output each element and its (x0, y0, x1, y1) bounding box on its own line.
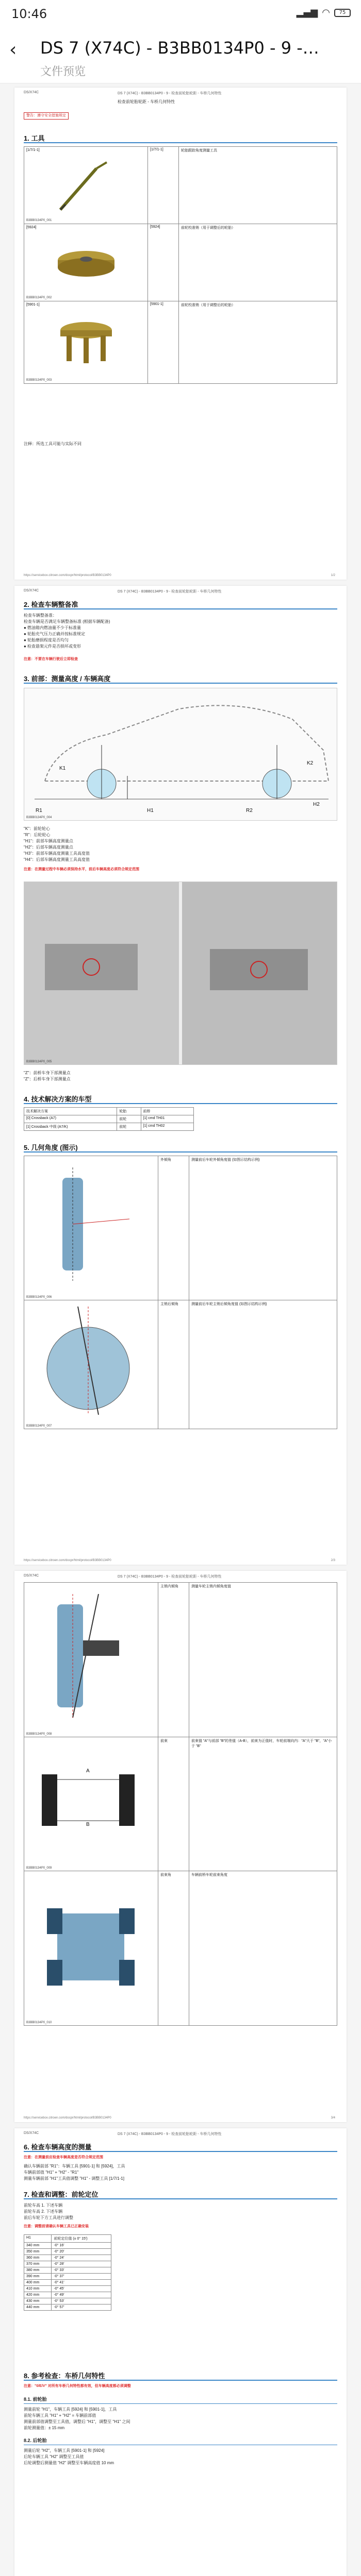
section-rule (24, 2380, 337, 2381)
label-h2: H2 (313, 802, 320, 807)
section-rule (24, 608, 337, 609)
front-steps: 测量前轮 "H1"，车辆工具 [5924] 和 [5901-1]，工具 前轮车辆工具 "H1" + "H2" = 车辆前部值 测量前部值调整至工具值，调整后 "H1"，调整至 "H1" 之间 前轮测量值：± 15 mm (24, 2407, 130, 2430)
page-footer: https://servicebox.citroen.com/docpr/html/protocol/B3BB0134P0 3/4 (24, 2116, 335, 2120)
section-vehicle-check: 2. 检查车辆整备准 (24, 601, 78, 608)
label-a: A (86, 1768, 90, 1774)
table-row: A B B3BB0134P0_009 前束 前束值 "A"与前部 "B"的差值（A-B），前束为正值时，车轮前端向内："A"大于 "B"，"A"小于 "B" (24, 1737, 337, 1871)
table-header: H1 前轮定位值 (± 0° 15′) (24, 2235, 111, 2243)
warning-note: 注意："0/E/V" 对所有车桥几何特性都有效，但车辆高度都必须调整 (24, 2384, 131, 2388)
table-row: 400 mm -0° 41′ (24, 2280, 111, 2286)
battery-icon: 75 (334, 9, 351, 17)
label-h1: H1 (147, 808, 154, 814)
status-icons (297, 7, 351, 18)
section-rule (24, 2403, 337, 2404)
geometry-table-cont (24, 1582, 337, 2026)
section-geometry: 5. 几何角度 (图示) (24, 1144, 78, 1151)
label-r1: R1 (36, 808, 42, 814)
page-header: DS/X74C DS 7 (X74C) - B3BB0134P0 - 9 - 检查前轮胎轮距 - 车桥几何特性 (24, 2131, 222, 2136)
table-row: 380 mm -0° 33′ (24, 2267, 111, 2274)
warning-note: 注意：不要在车辆行驶后立即检查 (24, 657, 78, 661)
pin-tool-icon (55, 315, 117, 377)
table-row: 350 mm -0° 20′ (24, 2249, 111, 2255)
table-row: B3BB0134P0_006 外倾角 测量前后车轮外倾角度值 (如图示结构示例) (24, 1156, 337, 1300)
warning-note: 注意：在测量过程中车辆必须保持水平，前后车辆高度必须符合规定范围 (24, 868, 139, 871)
adjust-steps: 前轮车高 1. 下述车辆 前轮车高 2. 下述车辆 前后车轮下方工具进行调整 (24, 2203, 73, 2220)
warning-note: 注意：在测量前应检查车辆高度是否符合规定范围 (24, 2156, 103, 2159)
doc-page-4 (14, 2128, 347, 2576)
document-subtitle: 文件预览 (40, 65, 86, 78)
page-footer: https://servicebox.citroen.com/docpr/html/protocol/B3BB0134P0 1/2 (24, 574, 335, 577)
section-rule (24, 142, 337, 143)
table-row: 390 mm -0° 37′ (24, 2274, 111, 2280)
table-row: [1/7/1-1] B3BB0134P0_001 [1/7/1-1] 轮胎跟踪角度测量工具 (24, 147, 337, 224)
vehicle-height-figure: K1 R1 H1 R2 K2 H2 B3BB0134P0_004 (24, 688, 337, 821)
underbody-figure: B3BB0134P0_005 (24, 882, 337, 1065)
table-row: 360 mm -0° 24′ (24, 2255, 111, 2261)
table-row: 370 mm -0° 28′ (24, 2261, 111, 2267)
caster-diagram (26, 1301, 155, 1420)
section-rule (24, 683, 337, 684)
table-row: [1] Crossback 中级 (A7/K) 前轮 [1] cmd TH02 (24, 1123, 194, 1131)
section-solutions: 4. 技术解决方案的车型 (24, 1095, 92, 1103)
geometry-table (24, 1156, 337, 1429)
legend-list: "K"：前轮轮心 "R"：后轮轮心 "H1"：前部车辆高度测量点 "H2"：后部车辆高度测量点 "H3"：前部车辆高度测量工具高度值 "H4"：后部车辆高度测量工具高度值 (24, 826, 90, 862)
table-row: [0] Crossback (A7) 前轮 [1] cmd TH01 (24, 1115, 194, 1123)
signal-icon: ▂▄▆ (296, 7, 318, 18)
status-bar (0, 0, 361, 27)
document-viewer[interactable] (0, 83, 361, 2576)
section-rule (24, 2198, 337, 2199)
height-table (24, 2234, 111, 2311)
page-header: DS/X74C DS 7 (X74C) - B3BB0134P0 - 9 - 检查前轮胎轮距 - 车桥几何特性 (24, 1574, 222, 1579)
section-rule (24, 2151, 337, 2152)
tool-note: 注释：所选工具可能与实际不同 (24, 442, 81, 446)
kingpin-diagram (26, 1584, 155, 1728)
label-b: B (86, 1822, 90, 1827)
doc-page-1 (14, 88, 347, 580)
section-tools: 1. 工具 (24, 134, 45, 142)
page-title: 检查前轮胎轮距 - 车桥几何特性 (118, 99, 175, 104)
back-arrow-icon[interactable]: ‹ (9, 39, 17, 60)
section-height-check: 6. 检查车辆高度的测量 (24, 2143, 92, 2151)
pin-tool-icon (55, 240, 117, 291)
car-side-diagram (24, 688, 337, 820)
page-header: DS/X74C DS 7 (X74C) - B3BB0134P0 - 9 - 检查前轮胎轮距 - 车桥几何特性 (24, 91, 222, 95)
document-title: DS 7 (X74C) - B3BB0134P0 - 9 -… (40, 38, 319, 58)
toe-diagram (26, 1738, 155, 1862)
table-row: B3BB0134P0_007 主销后倾角 测量前后车轮主销后倾角度值 (如图示结构示例) (24, 1300, 337, 1429)
section-rule (24, 1103, 337, 1104)
table-header: 技术解决方案 轮胎 前桥 (24, 1108, 194, 1115)
tools-table (24, 146, 337, 384)
page-header: DS/X74C DS 7 (X74C) - B3BB0134P0 - 9 - 检查前轮胎轮距 - 车桥几何特性 (24, 589, 222, 594)
caution-note: 警告：遵守安全措施规定 (24, 112, 69, 120)
warning-note: 注意：调整前请确认车辆工具已正确安装 (24, 2225, 89, 2228)
table-row: 430 mm -0° 53′ (24, 2298, 111, 2304)
doc-page-2 (14, 586, 347, 1565)
camber-diagram (26, 1157, 155, 1291)
solutions-table (24, 1107, 194, 1131)
table-row: 440 mm -0° 57′ (24, 2304, 111, 2311)
table-row: [5901-1] B3BB0134P0_003 [5901-1] 前轮校准销（用于调整后的轮胎） (24, 301, 337, 384)
table-row: 420 mm -0° 49′ (24, 2292, 111, 2298)
doc-page-3 (14, 1571, 347, 2122)
table-row: [5924] B3BB0134P0_002 [5924] 前轮校准销（用于调整后的轮胎） (24, 224, 337, 301)
subsection-rear: 8.2. 后轮胎 (24, 2438, 47, 2443)
section-rule (24, 1151, 337, 1153)
table-row: B3BB0134P0_010 前束角 车辆前桥车轮前束角度 (24, 1871, 337, 2026)
wifi-icon: ◠ (322, 7, 330, 18)
section-adjust: 7. 检查和调整：前轮定位 (24, 2191, 99, 2198)
status-time: 10:46 (11, 7, 47, 21)
gauge-tool-icon (50, 158, 112, 215)
underbody-photo (24, 882, 337, 1064)
section-height-measure: 3. 前部：测量高度 / 车辆高度 (24, 675, 111, 683)
legend-list: "Z"：前桥车身下部测量点 "Z"：后桥车身下部测量点 (24, 1071, 71, 1081)
height-steps: 确认车辆前部 "R1"：车辆工具 [5901-1] 和 [5924]，工具 车辆前部值 "H1" + "H2" - "R1" 测量车辆前部 "H1"工具值调整 "H1" - 调整工具 [1/7/1-1] (24, 2164, 125, 2181)
toe-angle-diagram (26, 1872, 155, 2016)
label-r2: R2 (246, 808, 253, 814)
section-reference: 8. 参考检查：车桥几何特性 (24, 2372, 105, 2380)
table-row: 340 mm -0° 16′ (24, 2243, 111, 2249)
label-k2: K2 (307, 760, 314, 766)
subsection-front: 8.1. 前轮胎 (24, 2397, 47, 2402)
rear-steps: 测量后轮 "H2"，车辆工具 [5901-1] 和 [5924] 后轮车辆工具 "H2" 调整至工具值 后轮调整后测量值 "H2" 调整至车辆高度值 10 mm (24, 2448, 114, 2465)
table-row: B3BB0134P0_008 主销内倾角 测量车轮主销内倾角度值 (24, 1583, 337, 1737)
table-row: 410 mm -0° 45′ (24, 2286, 111, 2292)
page-footer: https://servicebox.citroen.com/docpr/html/protocol/B3BB0134P0 2/3 (24, 1559, 335, 1562)
app-bar (0, 27, 361, 83)
label-k1: K1 (59, 766, 66, 771)
check-list: 检查车辆整备准： 检查车辆是否满足车辆整备标准 (根据车辆配备) ● 燃油箱内燃油量不少于标准量 ● 轮胎充气压力正确并按标准规定 ● 轮胎磨损程度是否均匀 ● 检查悬架元件是否损坏或变形 (24, 613, 110, 649)
